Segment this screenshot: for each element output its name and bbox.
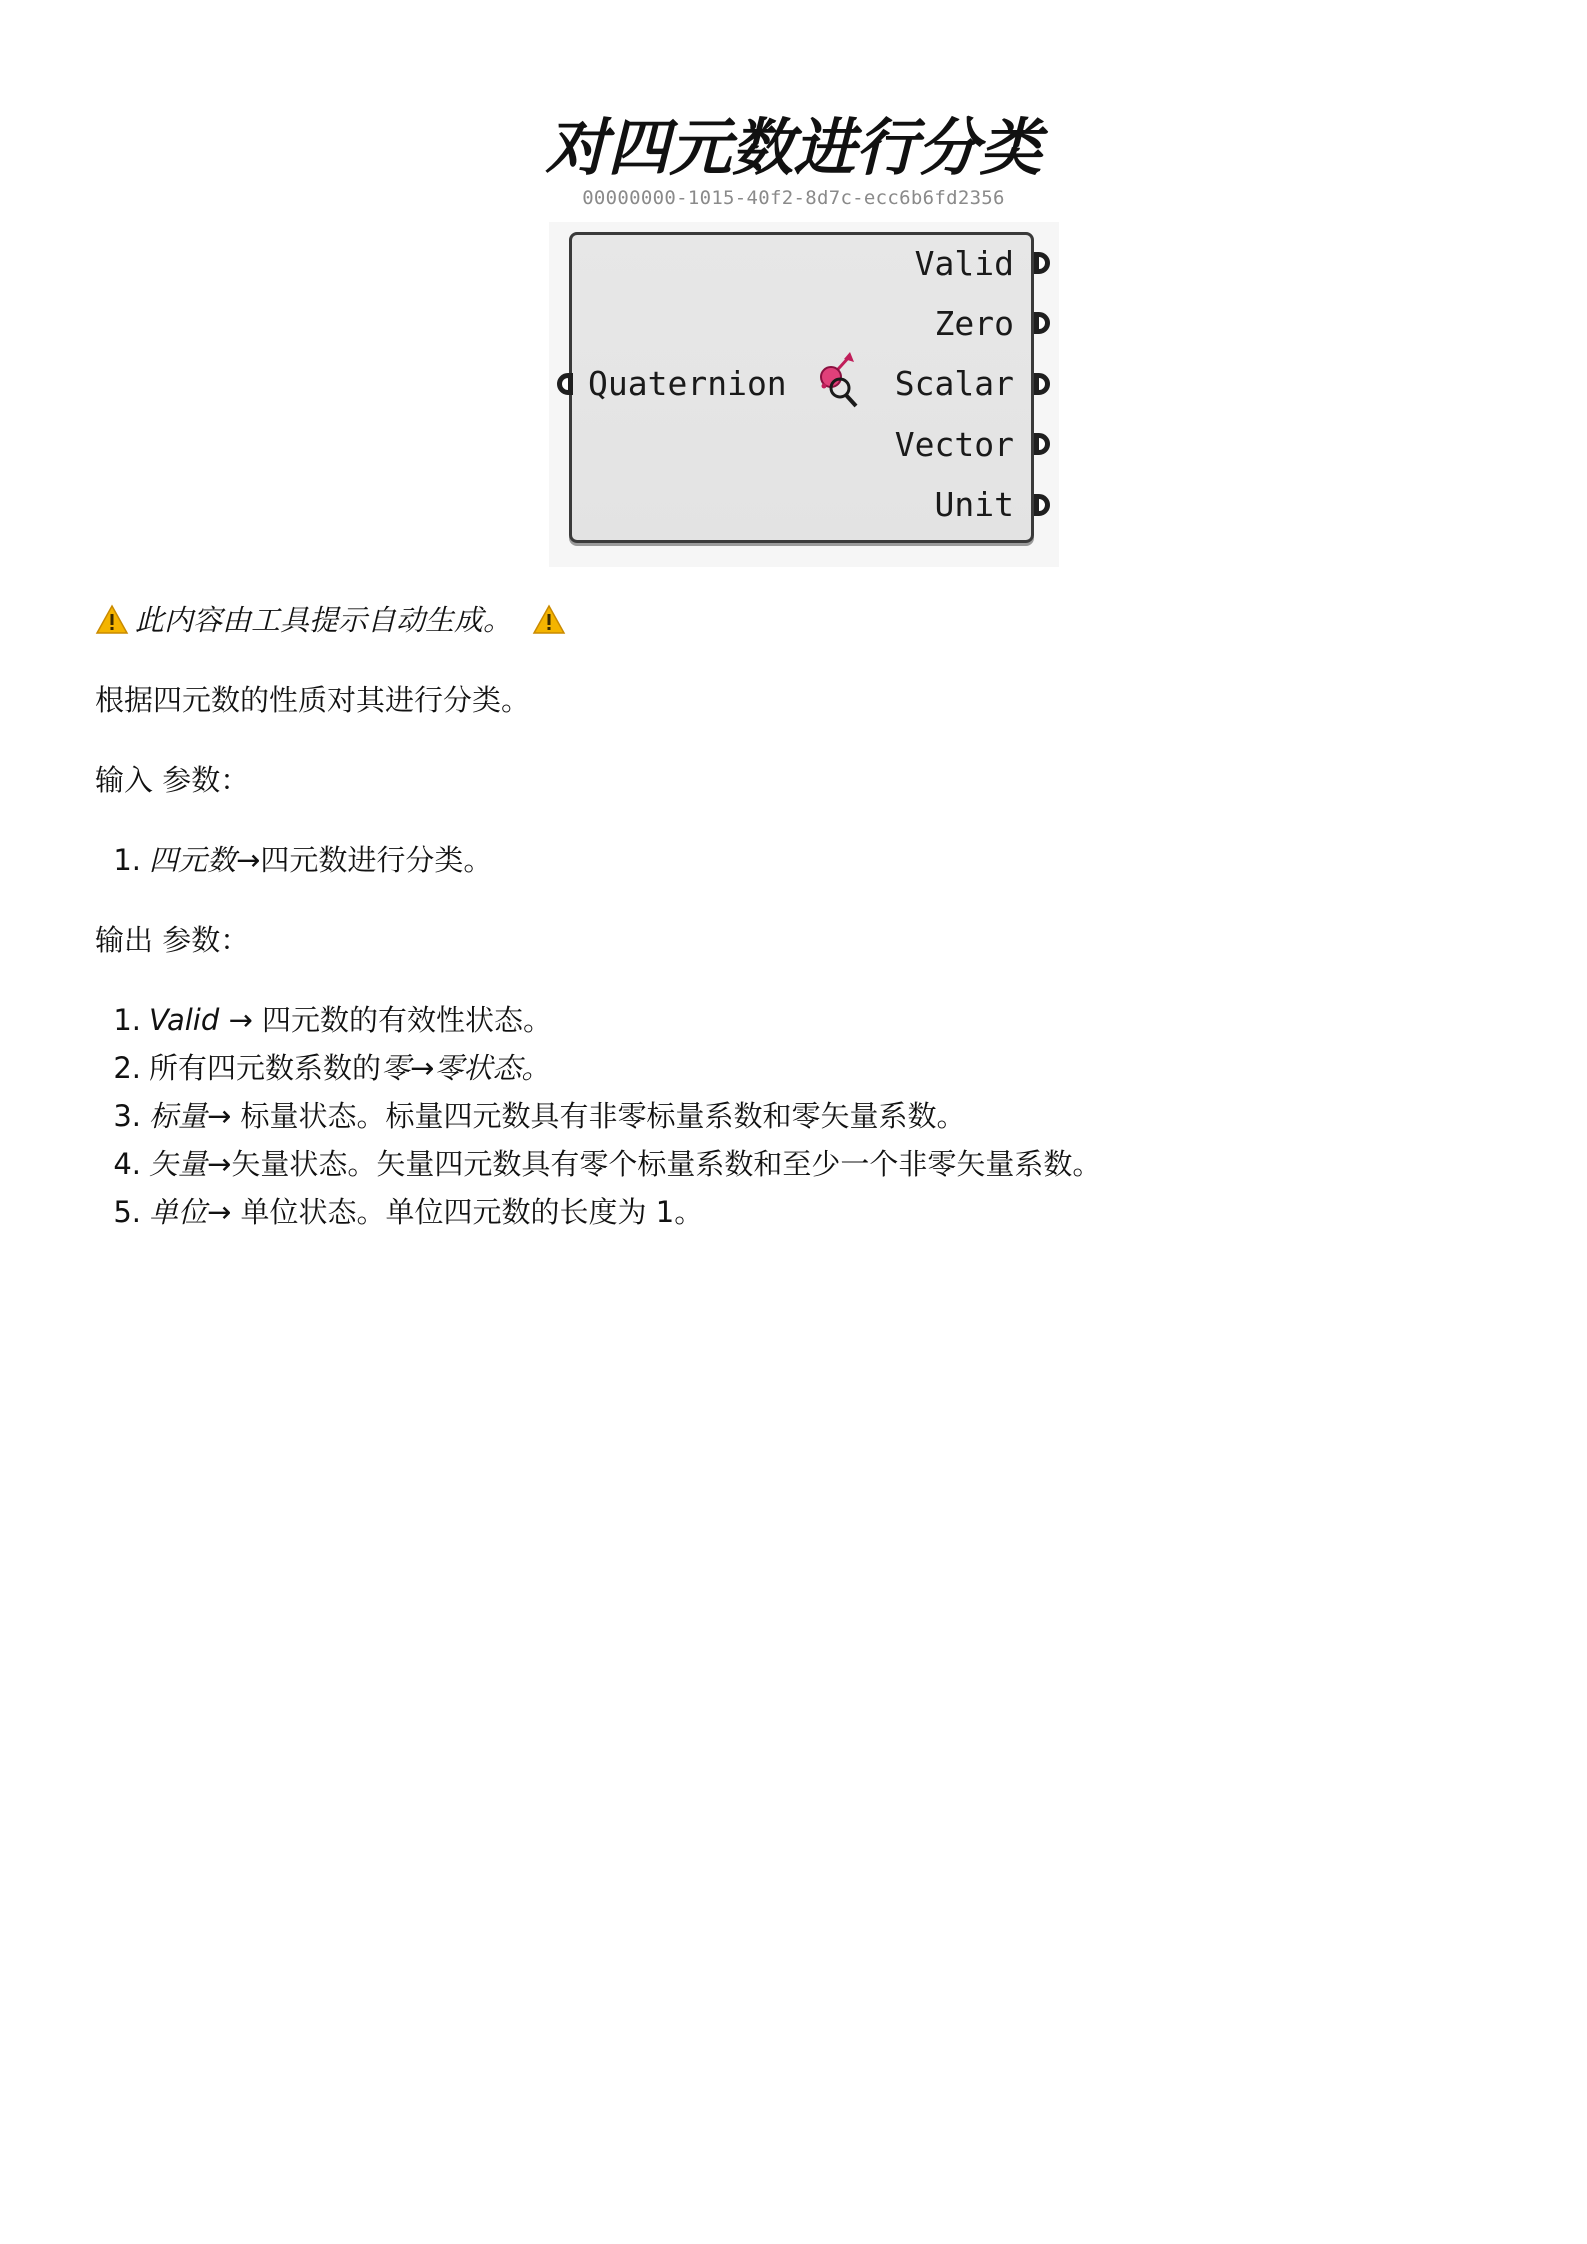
list-item: [95, 1092, 1515, 1140]
param-prefix: 所有四元数系数的: [149, 1051, 382, 1085]
list-number: 2.: [113, 1051, 141, 1085]
autogen-warning: [95, 596, 1515, 644]
list-item: [95, 1044, 1515, 1092]
param-sep: →: [207, 1147, 232, 1181]
output-heading: 输出 参数：: [95, 923, 250, 957]
document-body: [95, 596, 1515, 1268]
param-desc: 矢量状态。矢量四元数具有零个标量系数和至少一个非零矢量系数。: [231, 1147, 1102, 1181]
input-label-quaternion: Quaternion: [588, 364, 787, 403]
output-label-vector: Vector: [894, 425, 1014, 464]
list-number: 1.: [113, 843, 141, 877]
list-item: [95, 1188, 1515, 1236]
input-grip-quaternion[interactable]: [557, 373, 573, 395]
input-list: [95, 836, 1515, 884]
param-name: 零→零状态。: [381, 1051, 551, 1085]
list-number: 1.: [113, 1003, 141, 1037]
param-name: 四元数: [149, 843, 237, 877]
output-label-scalar: Scalar: [894, 364, 1014, 403]
param-sep: →: [236, 843, 261, 877]
param-name: Valid: [149, 1003, 220, 1037]
list-item: [95, 1140, 1515, 1188]
param-desc: 四元数进行分类。: [260, 843, 493, 877]
param-name: 单位: [149, 1195, 208, 1229]
warning-icon: [95, 603, 129, 637]
output-label-zero: Zero: [934, 304, 1014, 343]
warning-icon: [532, 603, 566, 637]
param-desc: 标量状态。标量四元数具有非零标量系数和零矢量系数。: [240, 1099, 966, 1133]
param-sep: →: [219, 1003, 263, 1037]
list-item: [95, 996, 1515, 1044]
param-name: 矢量: [149, 1147, 208, 1181]
output-label-unit: Unit: [934, 485, 1014, 524]
list-item: [95, 836, 1515, 884]
param-name: 标量: [149, 1099, 208, 1133]
output-list: [95, 996, 1515, 1236]
list-number: 5.: [113, 1195, 141, 1229]
warning-text: 此内容由工具提示自动生成。: [135, 603, 513, 637]
param-desc: 四元数的有效性状态。: [262, 1003, 553, 1037]
output-label-valid: Valid: [914, 244, 1014, 283]
list-number: 3.: [113, 1099, 141, 1133]
param-sep: →: [207, 1099, 241, 1133]
param-desc: 单位状态。单位四元数的长度为 1。: [240, 1195, 704, 1229]
list-number: 4.: [113, 1147, 141, 1181]
description: 根据四元数的性质对其进行分类。: [95, 683, 531, 717]
page-title: 对四元数进行分类: [545, 111, 1042, 184]
quaternion-classify-icon: [816, 350, 866, 412]
input-heading: 输入 参数：: [95, 763, 250, 797]
component-guid: 00000000-1015-40f2-8d7c-ecc6b6fd2356: [582, 187, 1005, 209]
param-sep: →: [207, 1195, 241, 1229]
